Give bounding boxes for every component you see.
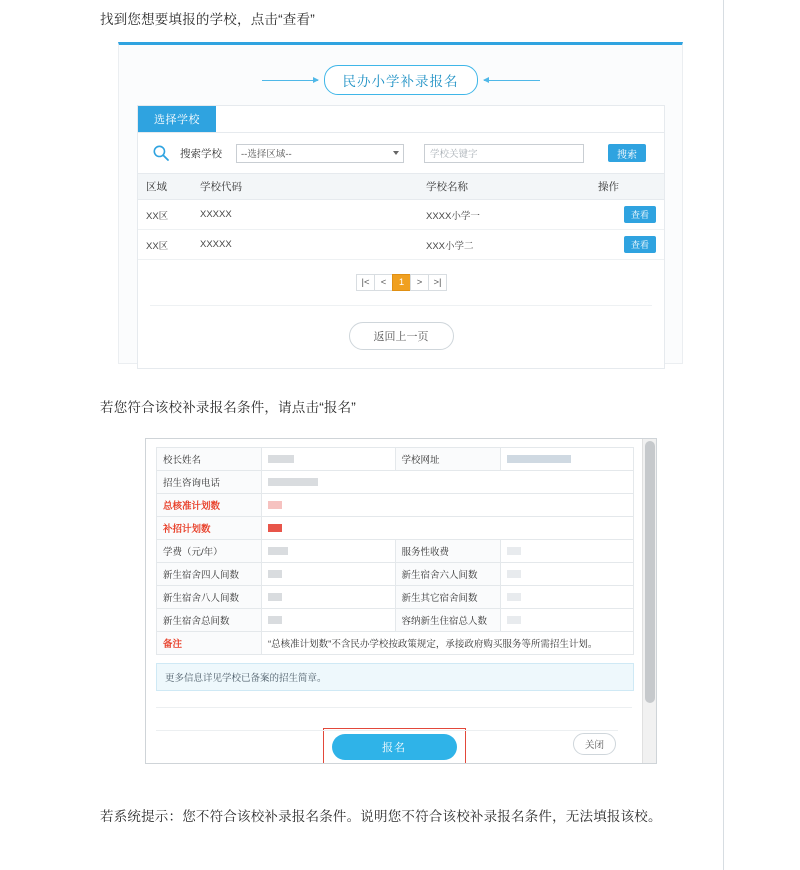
label-service-fee: 服务性收费: [395, 540, 500, 563]
scrollbar-thumb[interactable]: [645, 441, 655, 703]
table-row: [157, 448, 634, 471]
search-icon: [152, 144, 170, 162]
table-row: [157, 494, 634, 517]
table-row: [157, 563, 634, 586]
value-dorm-other-rooms: [500, 586, 634, 609]
cell-code: XXXXX: [192, 200, 418, 230]
screenshot-school-detail-dialog: [145, 438, 657, 764]
cell-code: XXXXX: [192, 230, 418, 260]
tab-bar: [138, 106, 664, 133]
value-principal-name: [262, 448, 396, 471]
back-row: [138, 306, 664, 368]
table-row: [157, 609, 634, 632]
footer-actions: [573, 733, 616, 755]
chevron-down-icon: [393, 151, 399, 155]
screenshot-school-selection: [118, 42, 683, 364]
cell-area: XX区: [138, 230, 192, 260]
banner-right-arrow: [484, 80, 540, 81]
banner-left-arrow: [262, 80, 318, 81]
redacted-value: [268, 501, 282, 509]
school-selection-card: [137, 105, 665, 369]
column-header-code: 学校代码: [192, 174, 418, 200]
instruction-step-3: 若系统提示：您不符合该校补录报名条件。说明您不符合该校补录报名条件，无法填报该校。: [100, 809, 662, 824]
label-dorm-other-rooms: 新生其它宿舍间数: [395, 586, 500, 609]
redacted-value: [268, 524, 282, 532]
pagination-page-1[interactable]: 1: [392, 274, 411, 291]
search-row: [138, 133, 664, 173]
value-school-website: [500, 448, 634, 471]
table-row: [138, 230, 664, 260]
scrollbar-track[interactable]: [642, 439, 656, 763]
label-supplement-plan: 补招计划数: [157, 517, 262, 540]
footer-divider: [156, 730, 618, 731]
pagination-prev[interactable]: <: [374, 274, 393, 291]
cell-action: [590, 200, 664, 230]
redacted-value: [268, 547, 288, 555]
redacted-value: [507, 570, 521, 578]
value-dorm-6-rooms: [500, 563, 634, 586]
cell-name: XXX小学二: [418, 230, 590, 260]
table-row: [157, 517, 634, 540]
label-total-approved-plan: 总核准计划数: [157, 494, 262, 517]
view-button[interactable]: 查看: [624, 236, 656, 253]
redacted-value: [507, 455, 571, 463]
redacted-value: [268, 455, 294, 463]
back-button[interactable]: 返回上一页: [349, 322, 454, 350]
search-button[interactable]: 搜索: [608, 144, 646, 162]
table-row: [157, 586, 634, 609]
redacted-value: [268, 593, 282, 601]
label-remark: 备注: [157, 632, 262, 655]
more-info-banner: 更多信息详见学校已备案的招生简章。: [156, 663, 634, 691]
label-dorm-6-rooms: 新生宿舍六人间数: [395, 563, 500, 586]
value-total-approved-plan: [262, 494, 634, 517]
value-service-fee: [500, 540, 634, 563]
tab-select-school[interactable]: 选择学校: [138, 106, 216, 132]
redacted-value: [507, 593, 521, 601]
value-tuition: [262, 540, 396, 563]
page-right-rule: [723, 0, 724, 870]
page-title: 民办小学补录报名: [324, 65, 478, 95]
signup-button[interactable]: 报名: [332, 734, 457, 760]
pagination-first[interactable]: |<: [356, 274, 375, 291]
region-select-value: --选择区域--: [241, 149, 292, 160]
column-header-action: 操作: [590, 174, 664, 200]
column-header-area: 区域: [138, 174, 192, 200]
value-dorm-4-rooms: [262, 563, 396, 586]
section-divider: [156, 707, 632, 708]
table-row: [157, 632, 634, 655]
highlight-box: [323, 728, 466, 763]
value-dorm-total-rooms: [262, 609, 396, 632]
pagination-next[interactable]: >: [410, 274, 429, 291]
label-dorm-4-rooms: 新生宿舍四人间数: [157, 563, 262, 586]
value-dorm-8-rooms: [262, 586, 396, 609]
redacted-value: [507, 616, 521, 624]
table-row: [157, 471, 634, 494]
cell-name: XXXX小学一: [418, 200, 590, 230]
redacted-value: [268, 478, 318, 486]
signup-row: [146, 728, 642, 763]
table-header-row: [138, 174, 664, 200]
close-button[interactable]: 关闭: [573, 733, 616, 755]
redacted-value: [507, 547, 521, 555]
school-info-table: [156, 447, 634, 655]
view-button[interactable]: 查看: [624, 206, 656, 223]
pagination: [138, 260, 664, 305]
value-supplement-plan: [262, 517, 634, 540]
dialog-body: [146, 439, 642, 763]
column-header-name: 学校名称: [418, 174, 590, 200]
keyword-input[interactable]: [424, 144, 584, 163]
label-school-website: 学校网址: [395, 448, 500, 471]
keyword-placeholder: 学校关键字: [430, 149, 478, 160]
label-principal-name: 校长姓名: [157, 448, 262, 471]
redacted-value: [268, 570, 282, 578]
value-admission-phone: [262, 471, 634, 494]
banner-title-row: [119, 67, 682, 93]
instruction-step-1: 找到您想要填报的学校，点击“查看”: [100, 12, 315, 27]
table-row: [138, 200, 664, 230]
label-dorm-capacity: 容纳新生住宿总人数: [395, 609, 500, 632]
pagination-last[interactable]: >|: [428, 274, 447, 291]
label-admission-phone: 招生咨询电话: [157, 471, 262, 494]
redacted-value: [268, 616, 282, 624]
value-dorm-capacity: [500, 609, 634, 632]
cell-area: XX区: [138, 200, 192, 230]
region-select[interactable]: [236, 144, 404, 163]
label-dorm-total-rooms: 新生宿舍总间数: [157, 609, 262, 632]
label-dorm-8-rooms: 新生宿舍八人间数: [157, 586, 262, 609]
cell-action: [590, 230, 664, 260]
instruction-step-2: 若您符合该校补录报名条件，请点击“报名”: [100, 400, 356, 415]
label-tuition: 学费（元/年）: [157, 540, 262, 563]
value-remark: “总核准计划数”不含民办学校按政策规定，承接政府购买服务等所需招生计划。: [262, 632, 634, 655]
search-label: 搜索学校: [180, 147, 222, 160]
table-row: [157, 540, 634, 563]
school-table: [138, 173, 664, 260]
